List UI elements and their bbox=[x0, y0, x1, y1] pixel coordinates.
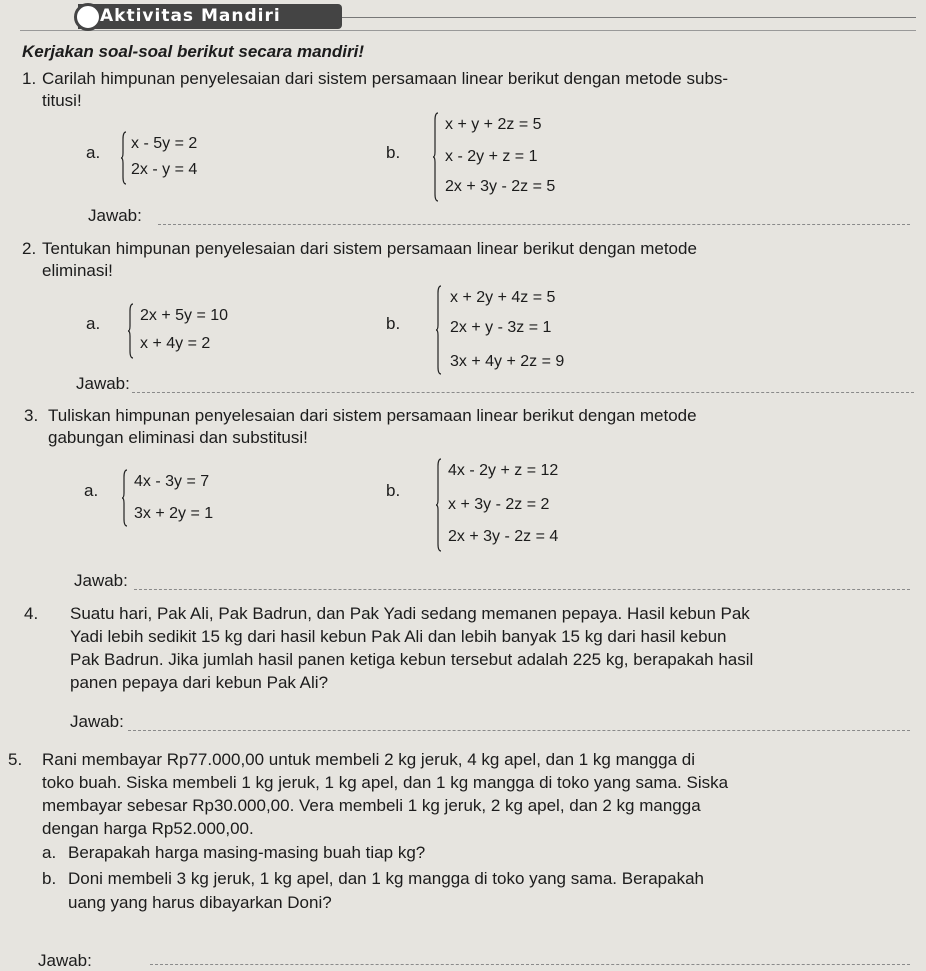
q2-jawab-label: Jawab: bbox=[76, 374, 130, 393]
q3-jawab-label: Jawab: bbox=[74, 571, 128, 590]
q5-text-line: membayar sebesar Rp30.000,00. Vera membeli 1 kg jeruk, 2 kg apel, dan 2 kg mangga bbox=[42, 796, 701, 815]
section-border bbox=[20, 30, 916, 31]
instruction-heading: Kerjakan soal-soal berikut secara mandiri! bbox=[22, 42, 365, 61]
q2-b-label: b. bbox=[386, 314, 401, 333]
equation: 4x - 2y + z = 12 bbox=[448, 462, 559, 479]
q3-b-system bbox=[436, 458, 626, 552]
q4-text-line: panen pepaya dari kebun Pak Ali? bbox=[70, 673, 329, 692]
q1-a-system bbox=[121, 131, 281, 185]
q4-text-line: Yadi lebih sedikit 15 kg dari hasil kebun Pak Ali dan lebih banyak 15 kg dari hasil kebun bbox=[70, 627, 727, 646]
equation: x - 2y + z = 1 bbox=[445, 148, 538, 165]
q5-b-text-line1: Doni membeli 3 kg jeruk, 1 kg apel, dan 1 kg mangga di toko yang sama. Berapakah bbox=[68, 869, 704, 888]
q4-text-line: Pak Badrun. Jika jumlah hasil panen ketiga kebun tersebut adalah 225 kg, berapakah hasil bbox=[70, 650, 754, 669]
q1-b-system bbox=[433, 112, 613, 202]
q3-a-system bbox=[122, 469, 282, 527]
q1-jawab-label: Jawab: bbox=[88, 206, 142, 225]
q3-text-line2: gabungan eliminasi dan substitusi! bbox=[48, 428, 308, 447]
equation: x + y + 2z = 5 bbox=[445, 116, 542, 133]
q4-jawab-label: Jawab: bbox=[70, 712, 124, 731]
equation: 3x + 4y + 2z = 9 bbox=[450, 353, 565, 370]
q4-text-line: Suatu hari, Pak Ali, Pak Badrun, dan Pak Yadi sedang memanen pepaya. Hasil kebun Pak bbox=[70, 604, 750, 623]
q1-text-line2: titusi! bbox=[42, 91, 82, 110]
q2-answer-line[interactable] bbox=[132, 392, 914, 393]
q1-number: 1. bbox=[22, 69, 37, 88]
equation: 2x + 3y - 2z = 5 bbox=[445, 178, 556, 195]
q3-text-line1: Tuliskan himpunan penyelesaian dari sistem persamaan linear berikut dengan metode bbox=[48, 406, 697, 425]
q1-answer-line[interactable] bbox=[158, 224, 910, 225]
q5-b-text-line2: uang yang harus dibayarkan Doni? bbox=[68, 893, 332, 912]
q5-number: 5. bbox=[8, 750, 23, 769]
brace-icon bbox=[122, 469, 128, 527]
q2-a-system bbox=[128, 303, 288, 359]
q1-text-line1: Carilah himpunan penyelesaian dari sistem persamaan linear berikut dengan metode subs- bbox=[42, 69, 729, 88]
q4-number: 4. bbox=[24, 604, 39, 623]
q5-b-label: b. bbox=[42, 869, 57, 888]
equation: 2x + y - 3z = 1 bbox=[450, 319, 552, 336]
brace-icon bbox=[436, 285, 442, 375]
q5-a-text: Berapakah harga masing-masing buah tiap kg? bbox=[68, 843, 426, 862]
equation: 2x - y = 4 bbox=[131, 161, 198, 178]
q2-number: 2. bbox=[22, 239, 37, 258]
equation: 2x + 5y = 10 bbox=[140, 307, 229, 324]
q5-jawab-label: Jawab: bbox=[38, 951, 92, 970]
brace-icon bbox=[128, 303, 134, 359]
q4-answer-line[interactable] bbox=[128, 730, 910, 731]
q2-b-system bbox=[436, 285, 616, 375]
equation: 3x + 2y = 1 bbox=[134, 505, 214, 522]
q3-a-label: a. bbox=[84, 481, 99, 500]
equation: x + 4y = 2 bbox=[140, 335, 211, 352]
q1-b-label: b. bbox=[386, 143, 401, 162]
q2-text-line2: eliminasi! bbox=[42, 261, 113, 280]
equation: x + 3y - 2z = 2 bbox=[448, 496, 550, 513]
equation: x + 2y + 4z = 5 bbox=[450, 289, 556, 306]
brace-icon bbox=[433, 112, 439, 202]
q5-a-label: a. bbox=[42, 843, 57, 862]
q3-b-label: b. bbox=[386, 481, 401, 500]
equation: 4x - 3y = 7 bbox=[134, 473, 210, 490]
q3-number: 3. bbox=[24, 406, 39, 425]
q5-text-line: Rani membayar Rp77.000,00 untuk membeli 2 kg jeruk, 4 kg apel, dan 1 kg mangga di bbox=[42, 750, 695, 769]
q2-a-label: a. bbox=[86, 314, 101, 333]
q1-a-label: a. bbox=[86, 143, 101, 162]
brace-icon bbox=[436, 458, 442, 552]
q5-text-line: dengan harga Rp52.000,00. bbox=[42, 819, 254, 838]
section-title: Aktivitas Mandiri bbox=[100, 6, 281, 26]
q2-text-line1: Tentukan himpunan penyelesaian dari sistem persamaan linear berikut dengan metode bbox=[42, 239, 697, 258]
equation: x - 5y = 2 bbox=[131, 135, 198, 152]
q3-answer-line[interactable] bbox=[134, 589, 910, 590]
brace-icon bbox=[121, 131, 127, 185]
badge-circle-icon bbox=[74, 3, 102, 31]
q5-answer-line[interactable] bbox=[150, 964, 910, 965]
equation: 2x + 3y - 2z = 4 bbox=[448, 528, 559, 545]
q5-text-line: toko buah. Siska membeli 1 kg jeruk, 1 kg apel, dan 1 kg mangga di toko yang sama. Siska bbox=[42, 773, 729, 792]
